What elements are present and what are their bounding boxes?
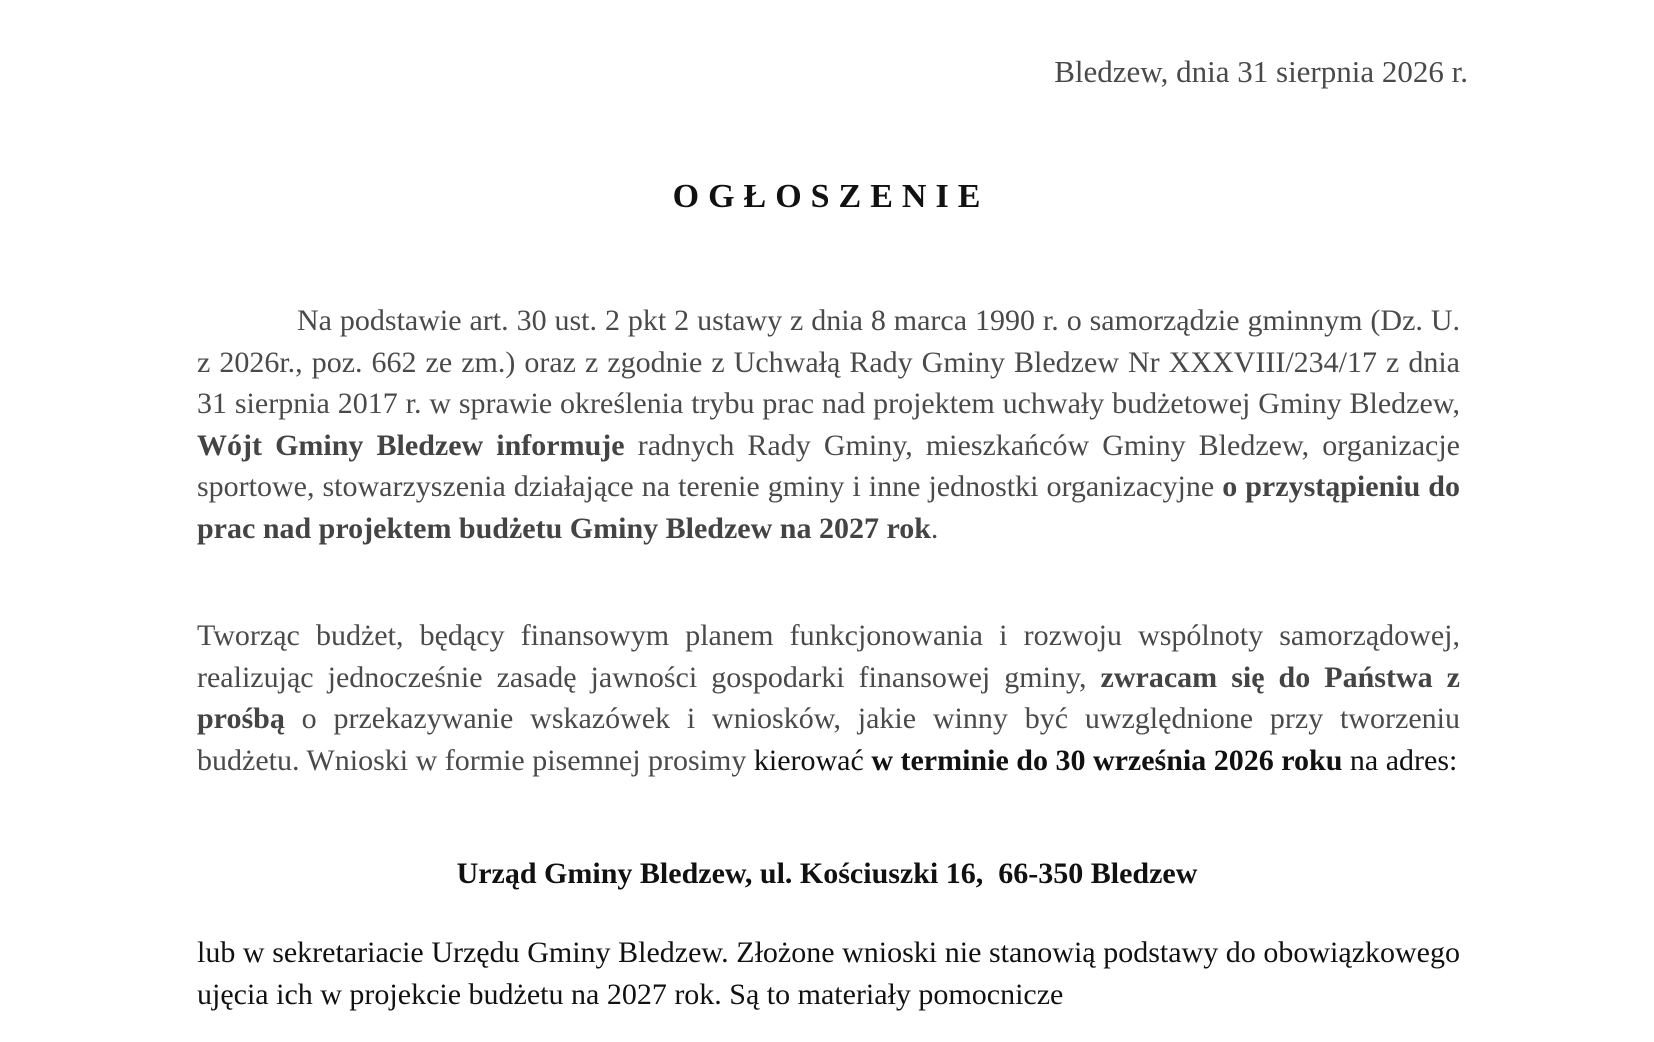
paragraph-intro-text-1: Na podstawie art. 30 ust. 2 pkt 2 ustawy z dnia 8 marca 1990 r. o samorządzie gminnym (Dz. U. z 2026r., poz. 662 ze zm.) oraz z zgodnie z Uchwałą Rady Gminy Bledzew Nr XXXVIII/234/17 z dnia 31 sierpnia 2017 r. w sprawie określenia trybu prac nad projektem uchwały budżetowej Gminy Bledzew, <box>197 304 1460 420</box>
paragraph-request-deadline: w terminie do 30 września 2026 roku <box>871 743 1343 777</box>
paragraph-request-text-4: na adres: <box>1342 743 1458 777</box>
paragraph-request-text-3: kierować <box>753 743 872 777</box>
paragraph-request-text-1: Tworząc budżet, będący finansowym planem funkcjonowania i rozwoju wspólnoty samorządowej, realizując jednocześnie zasadę jawności gospodarki finansowej gminy, <box>197 619 1460 694</box>
paragraph-secretariat-text-1: lub w sekretariacie Urzędu Gminy Bledzew. Złożone wnioski nie stanowią podstawy do obowiązkowego ujęcia ich w projekcie budżetu na 2027 rok. Są to materiały pomocnicze <box>197 936 1460 1011</box>
paragraph-intro-bold-1: Wójt Gminy Bledzew informuje <box>197 428 625 462</box>
document-title: OGŁOSZENIE <box>672 178 990 215</box>
paragraph-intro-bold-2: o przystąpieniu do prac nad projektem budżetu Gminy Bledzew na 2027 rok <box>197 470 1460 545</box>
paragraph-intro-text-3: . <box>930 511 939 545</box>
paragraph-request-text-2: o przekazywanie wskazówek i wniosków, jakie winny być uwzględnione przy tworzeniu budżetu. Wnioski w formie pisemnej prosimy <box>197 702 1460 777</box>
paragraph-intro-text-2: radnych Rady Gminy, mieszkańców Gminy Bledzew, organizacje sportowe, stowarzyszenia działające na terenie gminy i inne jednostki organizacyjne <box>197 428 1460 503</box>
paragraph-request-bold-1: zwracam się do Państwa z prośbą <box>197 660 1460 735</box>
paragraph-intro <box>197 300 1460 549</box>
paragraph-secretariat <box>197 932 1460 1015</box>
office-address: Urząd Gminy Bledzew, ul. Kościuszki 16, 66-350 Bledzew <box>456 857 1198 890</box>
date-line: Bledzew, dnia 31 sierpnia 2026 r. <box>1054 54 1468 89</box>
paragraph-request <box>197 615 1460 781</box>
